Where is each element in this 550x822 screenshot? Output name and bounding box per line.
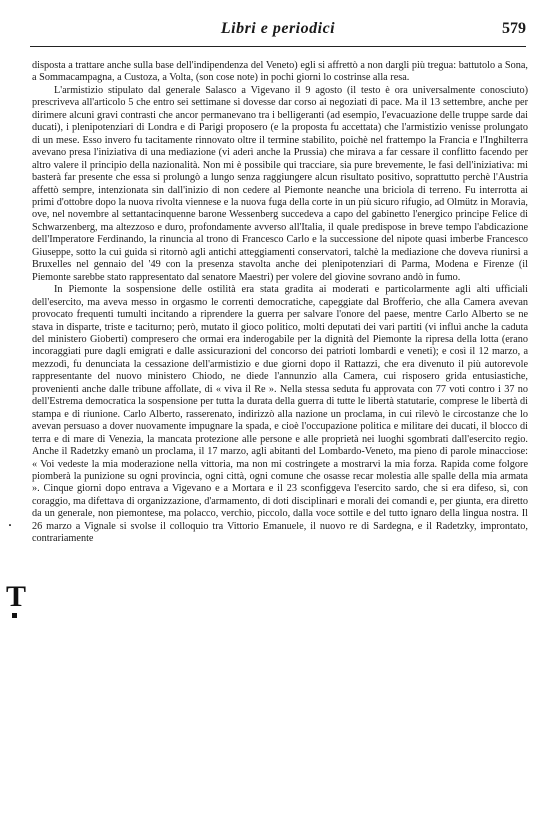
paragraph-continuation: disposta a trattare anche sulla base dell'indipendenza del Veneto) egli si affrettò a non dargli più tregua: battutolo a Sona, a Sommacampagna, a Custoza, a Volta, (son cose note) in pochi giorni lo costrinse alla resa. <box>32 60 528 84</box>
margin-square-mark <box>12 613 17 618</box>
paragraph-piemonte: In Piemonte la sospensione delle ostilità era stata gradita ai moderati e particolarmente agli alti ufficiali dell'esercito, ma aveva messo in orgasmo le correnti democratiche, capeggiate dal Brofferio, che alla Camera avevan provocato frequenti tumulti incitando a riprendere la guerra per salvare l'onore del paese, mentre Carlo Alberto se ne stava in disparte, triste e taciturno; però, mutato il gioco politico, molti deputati dei vari partiti (vi influì anche la caduta del ministero Gioberti) compresero che ormai era inderogabile per la dignità del Piemonte la ripresa della lotta (erano incoraggiati pure dagli emigrati e dalle assicurazioni del concorso dei patrioti lombardi e veneti); e così il 12 marzo, a mezzodì, fu denunciata la cessazione dell'armistizio e due giorni dopo il Rattazzi, che era divenuto il più autorevole rappresentante del nuovo ministero Chiodo, ne diede l'annunzio alla Camera, cui risposero grida entusiastiche, provenienti anche dalle tribune affollate, di « viva il Re ». Nella stessa seduta fu approvata con 77 voti contro i 37 no dell'Estrema democratica la sospensione per tutta la durata della guerra di tutte le libertà statutarie, comprese le libertà di stampa e di riunione. Carlo Alberto, rasserenato, indirizzò alla nazione un proclama, in cui rilevò le circostanze che lo avevan persuaso a dover nuovamente impugnare la spada, e cioè l'occupazione politica e militare dei ducati, il blocco di terra e di mare di Venezia, la mancata protezione alle persone e alle proprietà nei luoghi sgombrati dall'esercito regio. Anche il Radetzky emanò un proclama, il 17 marzo, agli abitanti del Lombardo-Veneto, ma pieno di parole minacciose: « Voi vedeste la mia moderazione nella vittoria, ma non mi costringete a mostrarvi la mia forza. Rapida come folgore piomberà la punizione su ogni provincia, ogni città, ogni comune che osasse recar molestia alle spalle della mia armata ». Cinque giorni dopo entrava a Vigevano e a Mortara e il 23 sconfiggeva l'esercito sardo, che si era difeso, sì, con coraggio, ma difettava di organizzazione, d'armamento, di doti disciplinari e morali dei comandi e, per giunta, era diretto da un generale, non piemontese, ma polacco, verchio, piccolo, dalla voce sottile e del tutto ignaro della lingua nostra. Il 26 marzo a Vignale si svolse il colloquio tra Vittorio Emanuele, il nuovo re di Sardegna, e il Radetzky, improntato, contrariamente <box>32 284 528 545</box>
page-header <box>30 18 526 46</box>
header-rule <box>30 46 526 47</box>
page-number: 579 <box>502 20 526 37</box>
margin-t-mark: T <box>6 580 27 613</box>
margin-dot-mark: · <box>8 518 13 532</box>
paragraph-armistizio: L'armistizio stipulato dal generale Salasco a Vigevano il 9 agosto (il testo è ora universalmente conosciuto) prescriveva all'articolo 5 che entro sei settimane si dovesse dar corso ai negoziati di pace. Ma il 13 settembre, anche per dirimere alcuni gravi contrasti che ancor permanevano tra i belligeranti (ad esempio, l'evacuazione delle truppe sarde dai ducati), i plenipotenziari di Londra e di Parigi proposero (e la proposta fu accettata) che l'armistizio venisse prolungato di un mese. Esso invero fu tacitamente rinnovato oltre il termine stabilito, poichè nel frattempo la Francia e l'Inghilterra avevano presa l'iniziativa di una mediazione (vi aderì anche la Prussia) che mirava a far cessare il conflitto facendo per altro valere il principio della nazionalità. Non mi è possibile qui tracciare, sia pure brevemente, le fasi dell'iniziativa: mi basterà far presente che essa si prolungò a lungo senza raggiungere alcun risultato positivo, soprattutto perchè l'Austria affettò sempre, intenzionata sin dall'inizio di non cedere al Piemonte neanche una briciola di terreno. Fu interrotta ai primi d'ottobre dopo la nuova rivolta viennese e la nuova fuga della corte in un più sicuro rifugio, ad Olmütz in Moravia, ove, nel novembre al settantacinquenne barone Wessenberg succedeva a capo del gabinetto l'energico principe Felice di Schwarzenberg, ma altezzoso e duro, profondamente avverso all'Italia, il quale predispose in breve tempo l'abdicazione dell'Imperatore Ferdinando, la rinuncia al trono di Francesco Carlo e la successione del nipote quasi imberbe Francesco Giuseppe, sotto la cui guida si ritornò agli antichi atteggiamenti conservatori, talchè la mediazione che doveva riunirsi a Bruxelles nel gennaio del '49 con la presenza stavolta anche dei plenipotenziari di Parma, Modena e Firenze (il Piemonte sarebbe stato rappresentato dal senatore Maestri) per volere del giovine sovrano andò in fumo. <box>32 84 528 283</box>
running-title: Libri e periodici <box>220 20 336 37</box>
body-text <box>32 60 528 546</box>
